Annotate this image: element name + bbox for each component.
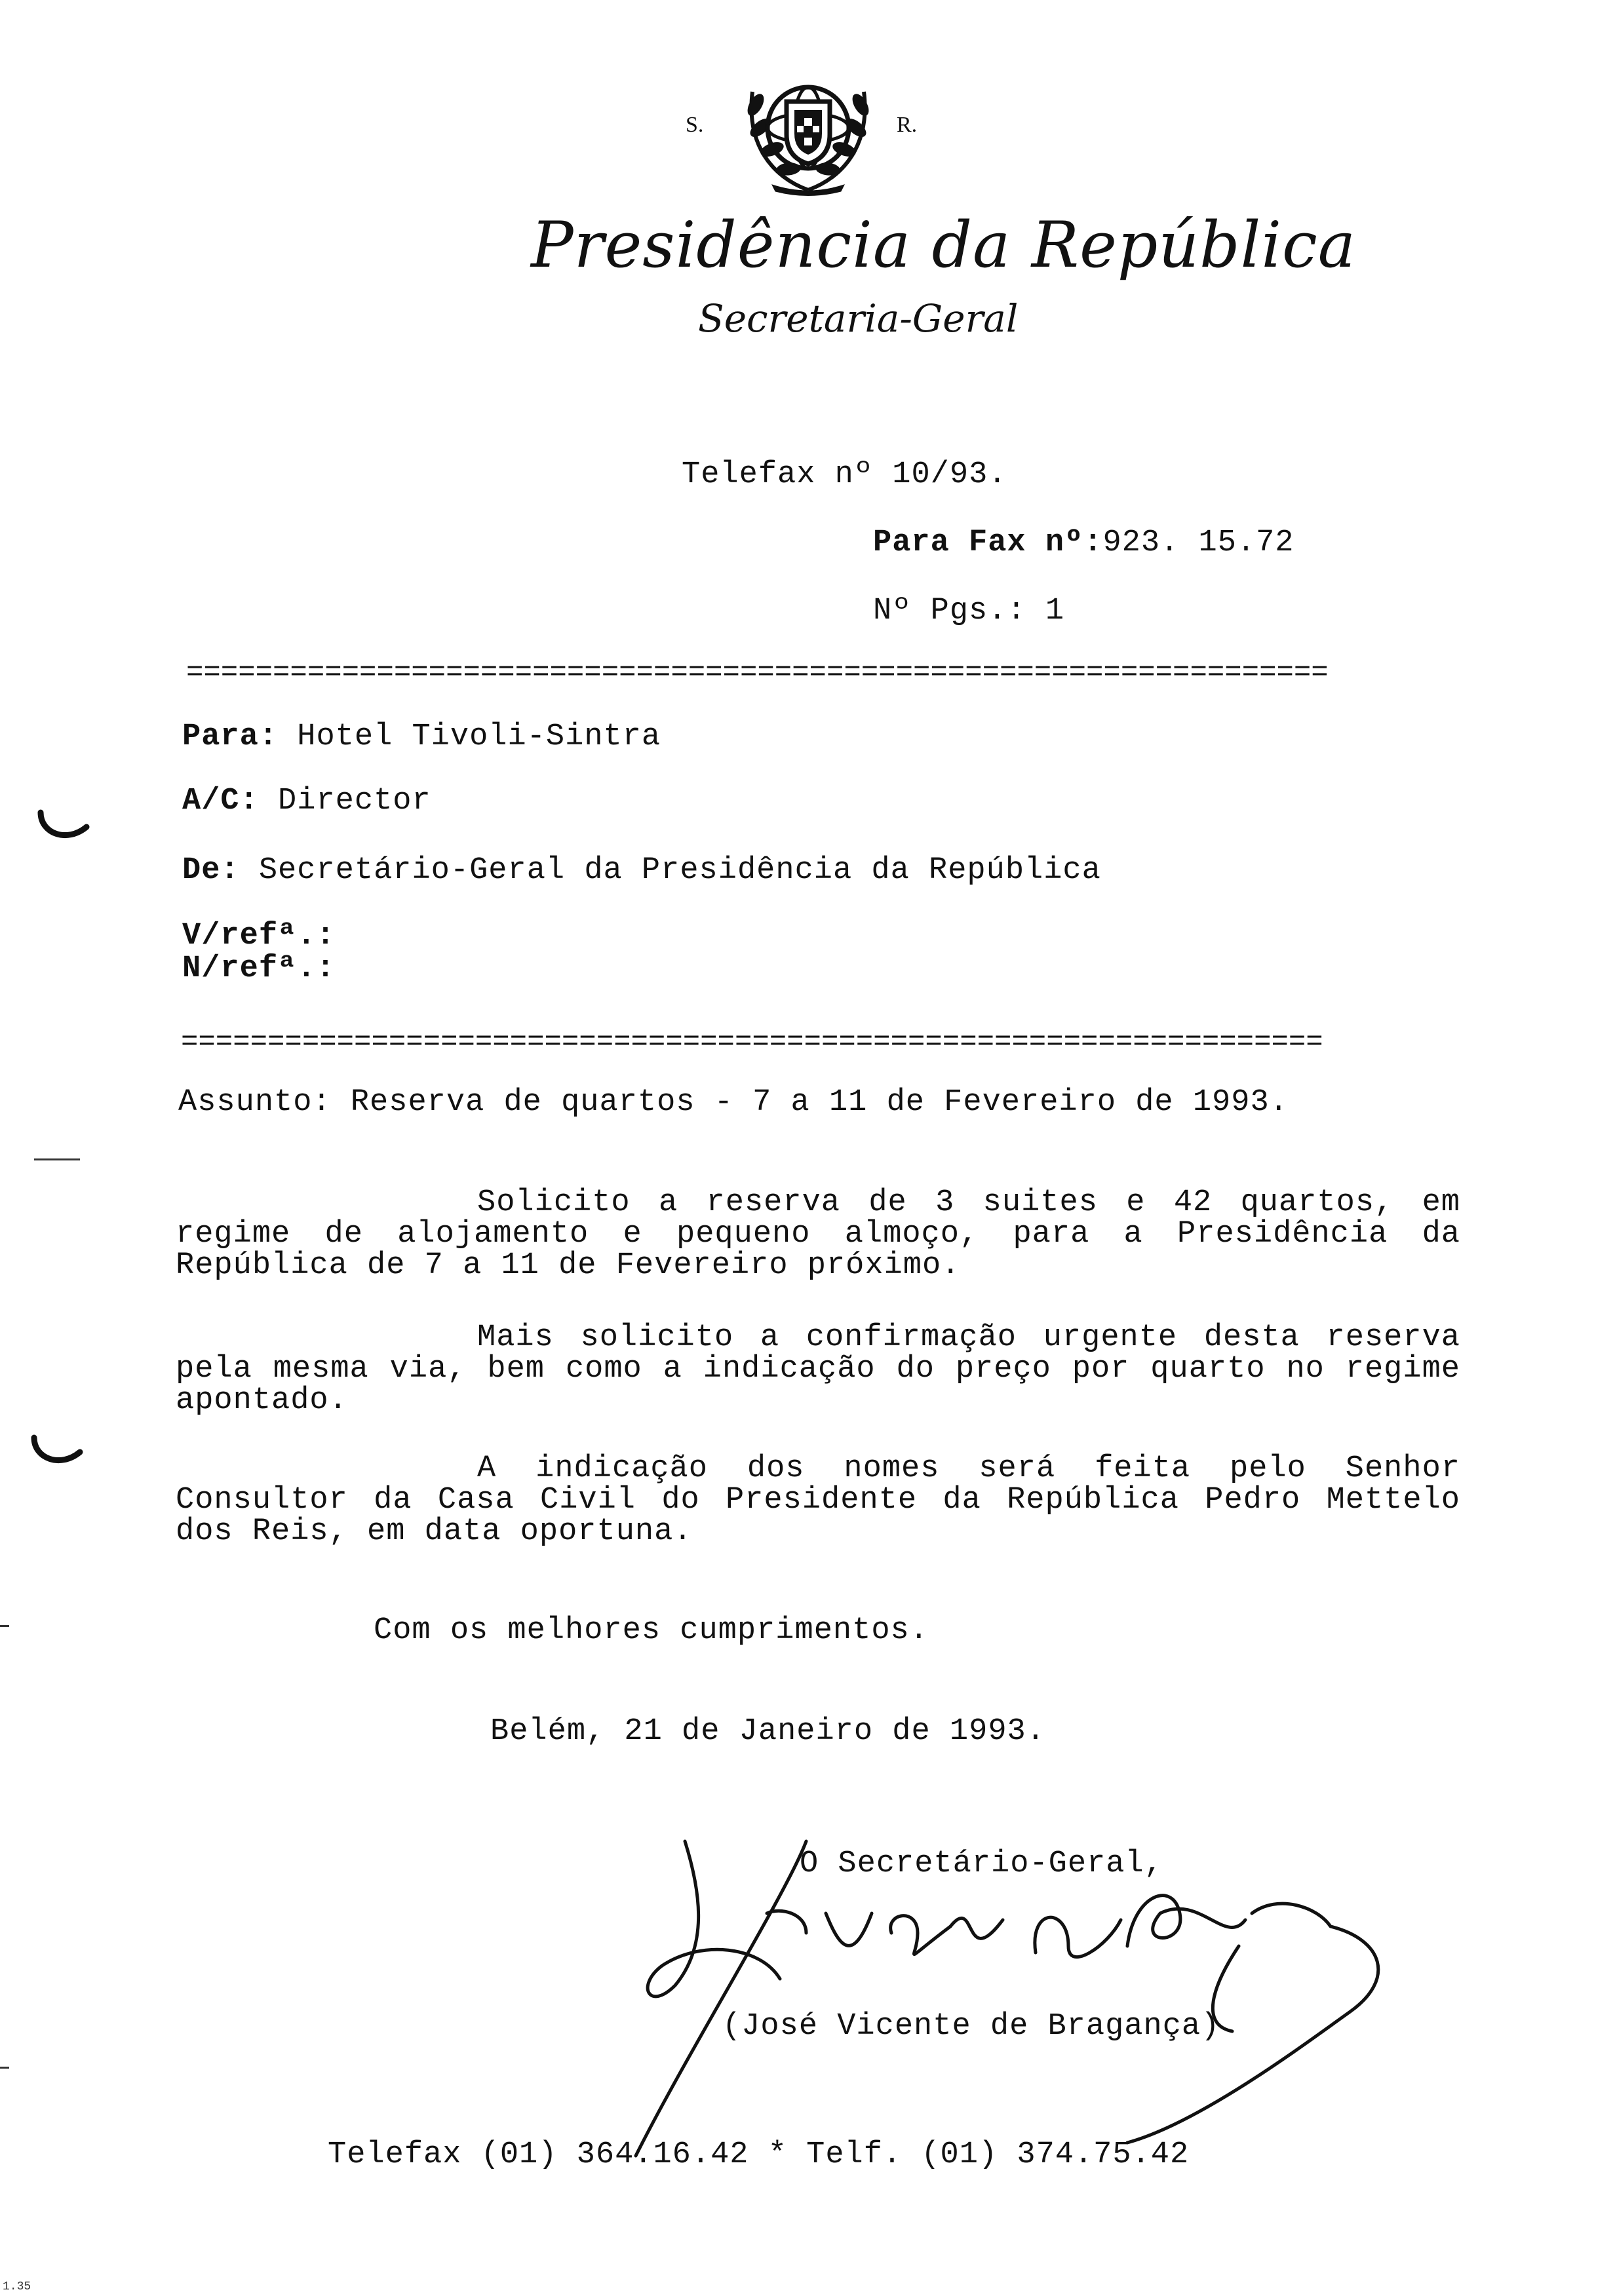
pages-label: Nº Pgs.: [873,594,1026,628]
field-vref: V/refª.: [182,919,336,953]
punch-hole-mark-bottom [28,1432,87,1472]
pages-value: 1 [1045,594,1065,628]
field-para-label: Para: [182,719,279,754]
letterhead-right-initial: R. [897,113,918,137]
footer-contacts: Telefax (01) 364.16.42 * Telf. (01) 374.75.42 [328,2137,1190,2172]
field-ac-label: A/C: [182,784,259,818]
margin-dash [34,1158,80,1160]
date-line: Belém, 21 de Janeiro de 1993. [490,1714,1045,1749]
body-paragraph-1 [176,1187,1460,1282]
body-paragraph-3-text: A indicação dos nomes será feita pelo Senhor Consultor da Casa Civil do Presidente da República Pedro Mettelo dos Reis, em data oportuna. [176,1451,1460,1549]
signatory-name: (José Vicente de Bragança) [722,2009,1220,2044]
corner-mark: 1.35 [3,2280,31,2293]
closing-line: Com os melhores cumprimentos. [374,1613,929,1648]
field-ac [182,784,431,818]
field-de-label: De: [182,853,240,888]
field-de-value: Secretário-Geral da Presidência da República [258,853,1101,888]
margin-tick-2 [0,2067,9,2069]
pages-line [873,594,1064,628]
coat-of-arms-emblem [726,66,890,197]
subject-line: Assunto: Reserva de quartos - 7 a 11 de Fevereiro de 1993. [178,1085,1289,1120]
field-nref: N/refª.: [182,951,336,986]
body-paragraph-1-text: Solicito a reserva de 3 suites e 42 quartos, em regime de alojamento e pequeno almoço, para a Presidência da República de 7 a 11 de Fevereiro próximo. [176,1185,1460,1283]
field-de [182,853,1101,888]
signature-role: O Secretário-Geral, [800,1846,1163,1881]
body-paragraph-2-text: Mais solicito a confirmação urgente desta reserva pela mesma via, bem como a indicação do preço por quarto no regime apontado. [176,1320,1460,1418]
letterhead-left-initial: S. [686,113,704,137]
para-fax-line [873,526,1294,560]
handwritten-signature [610,1815,1416,2182]
separator-top: ================================================================== [186,657,1329,689]
field-ac-value: Director [278,784,431,818]
letterhead-subtitle: Secretaria-Geral [698,296,1019,341]
punch-hole-mark-top [34,807,93,847]
field-para [182,719,661,754]
separator-bottom: ================================================================== [181,1026,1323,1059]
margin-tick-1 [0,1625,9,1627]
para-fax-value: 923. 15.72 [1102,526,1294,560]
body-paragraph-3 [176,1453,1460,1548]
letterhead-title: Presidência da República [531,208,1357,282]
body-paragraph-2 [176,1322,1460,1417]
para-fax-label: Para Fax nº: [873,526,1103,560]
field-para-value: Hotel Tivoli-Sintra [297,719,661,754]
telefax-number: Telefax nº 10/93. [682,457,1007,492]
